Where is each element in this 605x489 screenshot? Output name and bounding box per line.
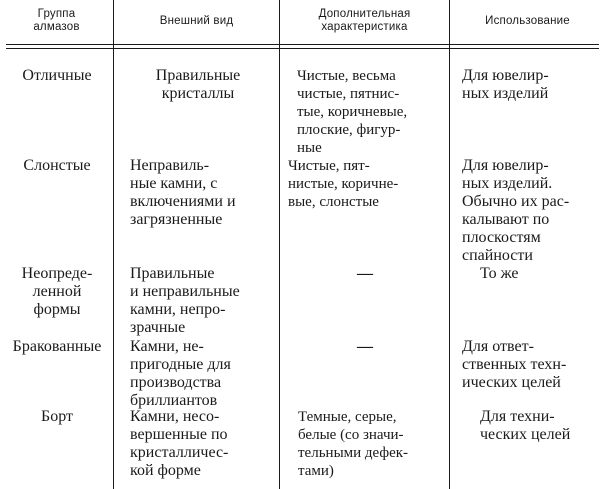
header-group-label: Группа алмазов <box>33 8 80 33</box>
row-3-usage: То же <box>480 265 519 282</box>
row-4-characteristic: — <box>357 338 373 355</box>
header-appearance <box>114 0 279 42</box>
header-group <box>0 0 113 42</box>
row-1-appearance: Правильные кристаллы <box>155 67 241 102</box>
row-1-group: Отличные <box>22 67 92 84</box>
row-2-usage: Для ювелир- ных изделий. Обычно их рас- калывают по плоскостям спайности <box>462 157 570 264</box>
row-2-group: Слонстые <box>23 157 91 174</box>
row-2-appearance: Неправиль- ные камни, с включениями и загрязненные <box>130 157 236 228</box>
row-3-group: Неопреде- ленной формы <box>21 265 93 318</box>
row-2-characteristic: Чистые, пят- нистые, коричне- вые, слонстые <box>288 158 399 210</box>
row-1-usage: Для ювелир- ных изделий <box>462 67 549 102</box>
header-usage-label: Использование <box>485 14 570 27</box>
row-3-appearance: Правильные и неправильные камни, непро- зрачные <box>130 265 240 336</box>
row-4-appearance: Камни, не- пригодные для производства бриллиантов <box>130 338 231 409</box>
row-5-usage: Для техни- ческих целей <box>480 408 571 443</box>
row-4-group: Бракованные <box>12 338 102 355</box>
row-3-characteristic: — <box>357 265 373 282</box>
header-rule-top <box>6 44 599 45</box>
header-rule-bottom <box>6 48 599 49</box>
row-5-group: Борт <box>41 408 73 425</box>
row-1-characteristic: Чистые, весьма чистые, пятнис- тые, коричневые, плоские, фигур- ные <box>297 68 408 156</box>
row-5-characteristic: Темные, серые, белые (со значи- тельными дефек- тами) <box>298 409 409 479</box>
header-characteristic-label: Дополнительная характеристика <box>318 8 411 33</box>
header-usage <box>450 0 605 42</box>
column-divider-1 <box>113 0 114 489</box>
row-4-usage: Для ответ- ственных техн- ических целей <box>462 338 567 391</box>
header-characteristic <box>280 0 449 42</box>
row-5-appearance: Камни, несо- вершенные по кристалличес- кой форме <box>130 408 229 479</box>
column-divider-3 <box>449 0 450 489</box>
header-appearance-label: Внешний вид <box>159 14 234 27</box>
column-divider-2 <box>279 0 280 489</box>
